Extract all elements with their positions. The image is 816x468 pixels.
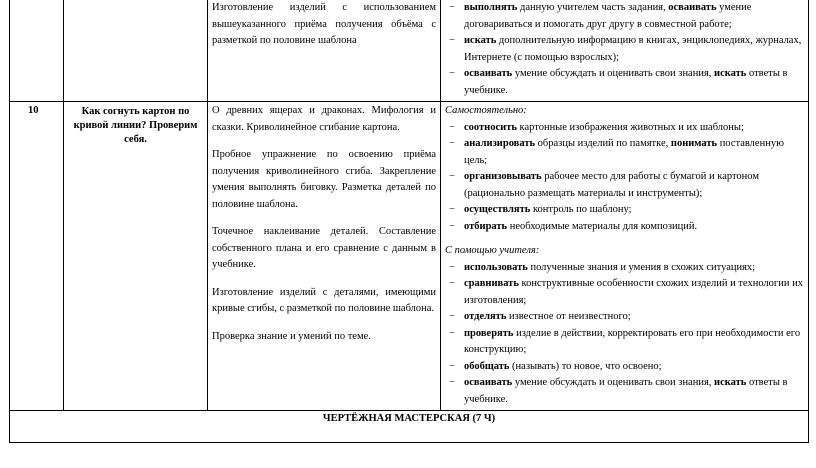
action-verb: осваивать — [668, 2, 717, 13]
content-paragraph: Изготовление изделий с деталями, имеющими кривые сгибы, с разметкой по половине шаблона. — [212, 286, 436, 314]
content-cell — [208, 102, 441, 411]
list-item — [445, 326, 804, 359]
dash-bullet-icon: − — [449, 261, 455, 273]
activity-list — [445, 202, 804, 235]
activity-text: дополнительную информацию в книгах, энциклопедиях, журналах, Интернете (с помощью взрослых); — [464, 35, 802, 63]
dash-bullet-icon: − — [449, 68, 455, 79]
activity-text: рабочее место для работы с бумагой и картоном — [541, 171, 759, 182]
action-verb: искать — [464, 35, 497, 46]
lesson-topic: Как согнуть картон по кривой линии? Проверим себя. — [64, 102, 208, 411]
activity-text: известное от неизвестного; — [506, 311, 631, 322]
dash-bullet-icon: − — [449, 220, 455, 232]
action-verb: осуществлять — [464, 204, 531, 215]
dash-bullet-icon: − — [449, 311, 455, 322]
self-work-header: Самостоятельно: — [445, 105, 527, 116]
content-paragraph: Проверка знание и умений по теме. — [212, 330, 371, 342]
table-row-section — [10, 411, 809, 443]
dash-bullet-icon: − — [449, 377, 455, 388]
list-item — [445, 33, 804, 66]
list-item — [445, 0, 804, 33]
table-row-previous — [10, 0, 809, 102]
content-paragraph: Изготовление изделий с использованием вышеуказанного приёма получения объёма с разметкой по половине шаблона — [212, 2, 436, 46]
activity-text: необходимые материалы для композиций. — [507, 220, 698, 232]
list-item — [445, 375, 804, 408]
list-item — [445, 219, 804, 236]
section-title: ЧЕРТЁЖНАЯ МАСТЕРСКАЯ (7 Ч) — [10, 411, 809, 443]
list-item — [445, 202, 804, 219]
teacher-help-header: С помощью учителя: — [445, 245, 540, 256]
activity-list — [445, 260, 804, 409]
dash-bullet-icon: − — [449, 278, 455, 289]
activity-text: конструктивные особенности схожих изделий и технологии их изготовления; — [464, 278, 803, 306]
dash-bullet-icon: − — [449, 138, 455, 149]
dash-bullet-icon: − — [449, 327, 455, 339]
activity-text: ответы в учебнике. — [464, 377, 788, 405]
activity-text: умение обсуждать и оценивать свои знания, — [512, 377, 715, 388]
action-verb: осваивать — [464, 68, 513, 79]
action-verb: обобщать — [464, 360, 510, 372]
action-verb: проверять — [464, 327, 514, 339]
dash-bullet-icon: − — [449, 204, 455, 215]
activity-list — [445, 120, 804, 186]
dash-bullet-icon: − — [449, 2, 455, 13]
lesson-number: 10 — [10, 102, 64, 411]
activity-text: образцы изделий по памятке, — [535, 138, 671, 149]
list-item — [445, 136, 804, 169]
action-verb: выполнять — [464, 2, 518, 13]
number-cell — [10, 0, 64, 102]
dash-bullet-icon: − — [449, 360, 455, 372]
topic-cell — [64, 0, 208, 102]
action-verb: искать — [714, 68, 747, 79]
action-verb: осваивать — [464, 377, 513, 388]
dash-bullet-icon: − — [449, 171, 455, 182]
list-item — [445, 260, 804, 277]
list-item — [445, 120, 804, 137]
table-row-lesson-10 — [10, 102, 809, 411]
activities-cell — [441, 0, 809, 102]
list-item — [445, 309, 804, 326]
action-verb: использовать — [464, 261, 528, 273]
activity-text: умение договариваться и помогать друг другу в совместной работе; — [464, 2, 752, 30]
action-verb: отделять — [464, 311, 507, 322]
activity-text: умение обсуждать и оценивать свои знания, — [512, 68, 715, 79]
list-item — [445, 169, 804, 186]
action-verb: понимать — [670, 138, 718, 149]
dash-bullet-icon: − — [449, 35, 455, 46]
activity-text: ответы в учебнике. — [464, 68, 788, 96]
activity-text: (называть) то новое, что освоено; — [509, 360, 662, 372]
activity-text: полученные знания и умения в схожих ситуациях; — [527, 261, 756, 273]
content-cell — [208, 0, 441, 102]
activity-text: картонные изображения животных и их шаблоны; — [516, 121, 744, 133]
activity-text: поставленную цель; — [464, 138, 784, 166]
activity-continuation: (рационально размещать материалы и инструменты); — [464, 187, 703, 199]
activity-text: контроль по шаблону; — [530, 204, 632, 215]
activity-text: данную учителем часть задания, — [517, 2, 669, 13]
dash-bullet-icon: − — [449, 121, 455, 133]
content-paragraph: О древних ящерах и драконах. Мифология и сказки. Криволинейное сгибание картона. — [212, 105, 436, 133]
action-verb: сравнивать — [464, 278, 519, 289]
action-verb: отбирать — [464, 220, 508, 232]
action-verb: соотносить — [464, 121, 517, 133]
list-item — [445, 66, 804, 99]
list-item — [445, 276, 804, 309]
activity-text: изделие в действии, корректировать его при необходимости его конструкцию; — [464, 327, 801, 355]
content-paragraph: Пробное упражнение по освоению приёма получения криволинейного сгиба. Закрепление умения выполнять биговку. Разметка деталей по половине шаблона. — [212, 149, 436, 210]
content-paragraph: Точечное наклеивание деталей. Составление собственного плана и его сравнение с данным в учебнике. — [212, 226, 436, 270]
action-verb: искать — [714, 377, 747, 388]
action-verb: организовывать — [464, 171, 542, 182]
activities-cell — [441, 102, 809, 411]
action-verb: анализировать — [464, 138, 536, 149]
activity-list — [445, 0, 804, 99]
lesson-plan-table — [9, 0, 809, 443]
list-item — [445, 359, 804, 376]
